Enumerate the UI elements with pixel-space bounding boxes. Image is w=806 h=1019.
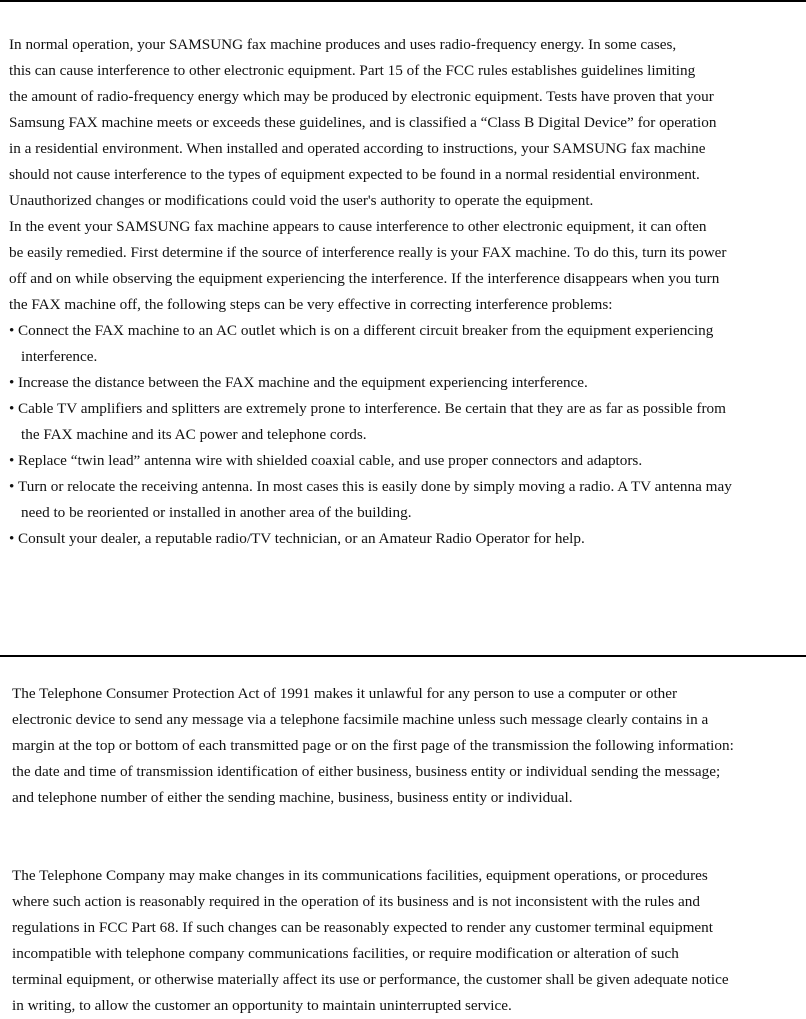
paragraph-line: be easily remedied. First determine if the source of interference really is your FAX machine. To do this, turn its power [9,244,727,261]
paragraph-line: should not cause interference to the types of equipment expected to be found in a normal residential environment. [9,166,700,183]
bullet-icon: • [9,478,15,495]
paragraph-line: In normal operation, your SAMSUNG fax machine produces and uses radio-frequency energy. In some cases, [9,36,677,53]
paragraph-line: The Telephone Company may make changes in its communications facilities, equipment operations, or procedures [12,867,708,884]
bullet-continuation: interference. [21,348,98,365]
paragraph-line: electronic device to send any message via a telephone facsimile machine unless such message clearly contains in a [12,711,709,728]
paragraph-line: the FAX machine off, the following steps can be very effective in correcting interference problems: [9,296,613,313]
paragraph-line: The Telephone Consumer Protection Act of 1991 makes it unlawful for any person to use a computer or other [12,685,678,702]
bullet-continuation: need to be reoriented or installed in another area of the building. [21,504,412,521]
paragraph-line: in writing, to allow the customer an opportunity to maintain uninterrupted service. [12,997,512,1014]
paragraph-line: where such action is reasonably required in the operation of its business and is not inconsistent with the rules and [12,893,700,910]
paragraph-line: terminal equipment, or otherwise materially affect its use or performance, the customer shall be given adequate notice [12,971,729,988]
bullet-text: Increase the distance between the FAX machine and the equipment experiencing interference. [18,374,588,391]
paragraph-line: the date and time of transmission identification of either business, business entity or individual sending the message; [12,763,721,780]
bullet-icon: • [9,452,15,469]
bullet-continuation: the FAX machine and its AC power and telephone cords. [21,426,367,443]
bullet-icon: • [9,322,15,339]
bullet-item [9,396,799,422]
bullet-icon: • [9,374,15,391]
bullet-item [9,474,799,500]
paragraph-line: in a residential environment. When installed and operated according to instructions, your SAMSUNG fax machine [9,140,706,157]
bullet-item [9,318,799,344]
fcc-interference-notice [9,32,799,552]
tcpa-notice [12,681,802,811]
bullet-icon: • [9,400,15,417]
bullet-item [9,370,799,396]
telephone-company-notice [12,863,802,1019]
paragraph-line: incompatible with telephone company communications facilities, or require modification or alteration of such [12,945,679,962]
paragraph-line: Unauthorized changes or modifications could void the user's authority to operate the equipment. [9,192,594,209]
paragraph-line: In the event your SAMSUNG fax machine appears to cause interference to other electronic equipment, it can often [9,218,707,235]
section-divider [0,655,806,657]
bullet-text: Turn or relocate the receiving antenna. In most cases this is easily done by simply moving a radio. A TV antenna may [18,478,732,495]
paragraph-line: off and on while observing the equipment experiencing the interference. If the interference disappears when you turn [9,270,720,287]
paragraph-line: the amount of radio-frequency energy which may be produced by electronic equipment. Tests have proven that your [9,88,714,105]
bullet-text: Replace “twin lead” antenna wire with shielded coaxial cable, and use proper connectors and adaptors. [18,452,643,469]
paragraph-line: this can cause interference to other electronic equipment. Part 15 of the FCC rules establishes guidelines limiting [9,62,696,79]
bullet-text: Cable TV amplifiers and splitters are extremely prone to interference. Be certain that they are as far as possible from [18,400,726,417]
paragraph-line: margin at the top or bottom of each transmitted page or on the first page of the transmission the following information: [12,737,734,754]
bullet-text: Consult your dealer, a reputable radio/TV technician, or an Amateur Radio Operator for help. [18,530,585,547]
bullet-item [9,448,799,474]
paragraph-line: regulations in FCC Part 68. If such changes can be reasonably expected to render any customer terminal equipment [12,919,713,936]
bullet-text: Connect the FAX machine to an AC outlet which is on a different circuit breaker from the equipment experiencing [18,322,714,339]
bullet-icon: • [9,530,15,547]
top-divider [0,0,806,2]
paragraph-line: and telephone number of either the sending machine, business, business entity or individual. [12,789,573,806]
paragraph-line: Samsung FAX machine meets or exceeds these guidelines, and is classified a “Class B Digital Device” for operation [9,114,717,131]
bullet-item [9,526,799,552]
